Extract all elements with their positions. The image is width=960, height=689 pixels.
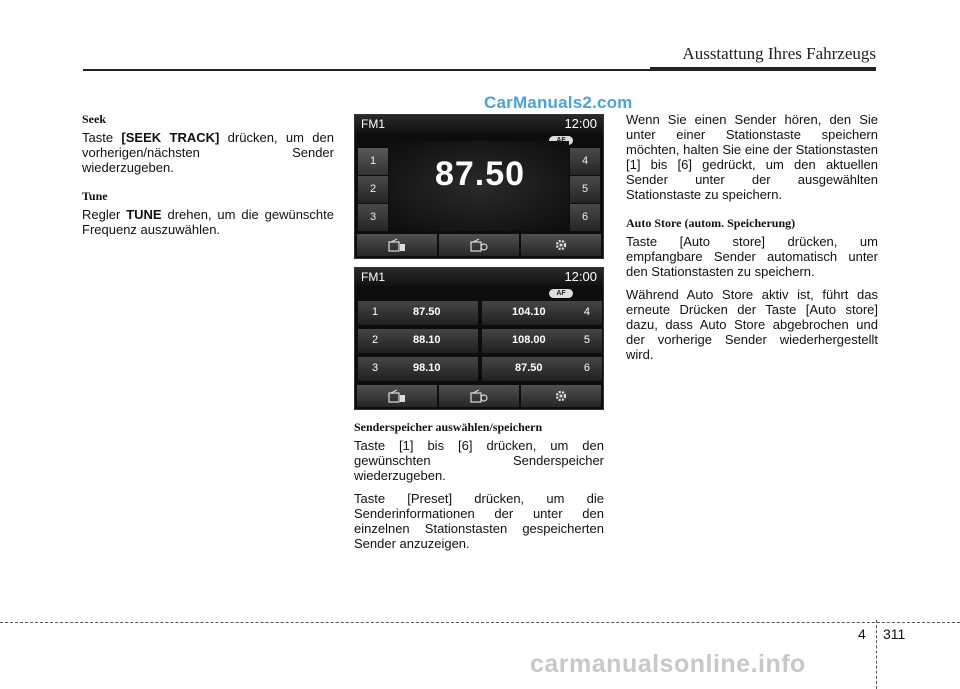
- tune-text-before: Regler: [82, 207, 127, 222]
- screen-bottom-bar: [357, 234, 601, 256]
- middle-column: [354, 420, 604, 559]
- preset-frequency: 87.50: [413, 306, 441, 318]
- seek-text-after: drücken, um den vorherigen/nächsten Sender wiederzugeben.: [82, 130, 334, 175]
- right-column: [626, 112, 878, 370]
- preset-row-1[interactable]: [358, 301, 478, 325]
- preset-frequency: 87.50: [515, 362, 543, 374]
- current-frequency: 87.50: [434, 155, 526, 193]
- af-badge: AF: [549, 289, 573, 298]
- radio-list-icon: [388, 389, 406, 403]
- preset-row-6[interactable]: [482, 357, 602, 381]
- band-label: FM1: [361, 117, 385, 131]
- seek-paragraph: [82, 130, 334, 175]
- preset-number: 2: [372, 334, 379, 346]
- radio-list-button[interactable]: [357, 385, 437, 407]
- screen-bottom-bar: [357, 385, 601, 407]
- band-label: FM1: [361, 270, 385, 284]
- radio-scan-icon: [470, 238, 488, 252]
- preset-select-paragraph-2: Taste [Preset] drücken, um die Senderinformationen der unter den einzelnen Stationstasten gespeicherten Sender anzuzeigen.: [354, 491, 604, 551]
- radio-screen-main: [354, 114, 604, 259]
- settings-gear-icon: [554, 389, 568, 403]
- tune-heading: Tune: [82, 189, 108, 203]
- preset-button-4[interactable]: 4: [570, 148, 600, 175]
- settings-button[interactable]: [521, 234, 601, 256]
- radio-scan-button[interactable]: [439, 234, 519, 256]
- preset-frequency: 88.10: [413, 334, 441, 346]
- preset-number: 6: [583, 362, 590, 374]
- preset-number: 4: [583, 306, 590, 318]
- radio-scan-icon: [470, 389, 488, 403]
- preset-number: 1: [372, 306, 379, 318]
- preset-button-1[interactable]: 1: [358, 148, 388, 175]
- preset-frequency: 98.10: [413, 362, 441, 374]
- preset-row-3[interactable]: [358, 357, 478, 381]
- page-header-title: Ausstattung Ihres Fahrzeugs: [682, 44, 876, 63]
- tune-text-after: drehen, um die gewünschte Frequenz auszuwählen.: [82, 207, 334, 237]
- preset-select-heading: Senderspeicher auswählen/speichern: [354, 420, 543, 434]
- page-number: 311: [883, 626, 906, 642]
- watermark-bottom[interactable]: carmanualsonline.info: [530, 650, 806, 678]
- radio-screen-presets: [354, 267, 604, 410]
- auto-store-paragraph-1: Taste [Auto store] drücken, um empfangbare Sender automatisch unter den Stationstasten zu speichern.: [626, 234, 878, 279]
- preset-select-paragraph-1: Taste [1] bis [6] drücken, um den gewünschten Senderspeicher wiederzugeben.: [354, 438, 604, 483]
- preset-button-5[interactable]: 5: [570, 176, 600, 203]
- seek-text-before: Taste: [82, 130, 122, 145]
- tune-key: TUNE: [126, 207, 162, 222]
- settings-gear-icon: [554, 238, 568, 252]
- tune-paragraph: [82, 207, 334, 237]
- seek-key: [SEEK TRACK]: [121, 130, 220, 145]
- preset-frequency: 104.10: [512, 306, 546, 318]
- preset-button-3[interactable]: 3: [358, 204, 388, 231]
- clock: 12:00: [564, 269, 597, 284]
- radio-scan-button[interactable]: [439, 385, 519, 407]
- auto-store-heading: Auto Store (autom. Speicherung): [626, 216, 796, 230]
- chapter-number: 4: [858, 626, 866, 642]
- preset-button-2[interactable]: 2: [358, 176, 388, 203]
- store-station-paragraph: Wenn Sie einen Sender hören, den Sie unter einer Stationstaste speichern möchten, halten Sie eine der Stationstasten [1] bis [6] gedrückt, um den aktuellen Sender unter der ausgewählten Stationstaste zu speichern.: [626, 112, 878, 202]
- page-divider: [876, 620, 877, 689]
- preset-number: 3: [372, 362, 379, 374]
- radio-list-button[interactable]: [357, 234, 437, 256]
- left-column: [82, 112, 334, 245]
- auto-store-paragraph-2: Während Auto Store aktiv ist, führt das erneute Drücken der Taste [Auto store] dazu, dass Auto Store abgebrochen und der vorherige Sender wiederhergestellt wird.: [626, 287, 878, 362]
- preset-row-2[interactable]: [358, 329, 478, 353]
- preset-button-6[interactable]: 6: [570, 204, 600, 231]
- settings-button[interactable]: [521, 385, 601, 407]
- preset-frequency: 108.00: [512, 334, 546, 346]
- screen-status-bar: [355, 268, 603, 286]
- seek-heading: Seek: [82, 112, 106, 126]
- preset-number: 5: [583, 334, 590, 346]
- watermark-top[interactable]: CarManuals2.com: [484, 93, 633, 112]
- clock: 12:00: [564, 116, 597, 131]
- preset-row-5[interactable]: [482, 329, 602, 353]
- screen-status-bar: [355, 115, 603, 133]
- preset-row-4[interactable]: [482, 301, 602, 325]
- radio-list-icon: [388, 238, 406, 252]
- header-rule: [83, 69, 876, 71]
- footer-rule: [0, 622, 960, 623]
